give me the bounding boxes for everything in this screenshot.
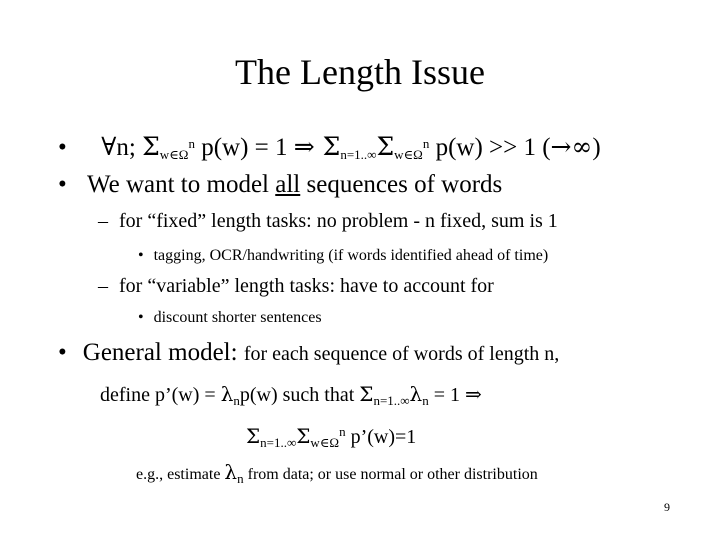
formula-subscript: n=1..∞ bbox=[260, 435, 297, 450]
bullet-mark: • bbox=[138, 247, 144, 264]
formula-subscript: n bbox=[233, 393, 240, 408]
implies-symbol: ⇒ bbox=[293, 132, 315, 161]
subsub-bullet-text: discount shorter sentences bbox=[153, 309, 322, 326]
formula-subscript: n bbox=[422, 393, 429, 408]
formula-text: ) bbox=[592, 134, 601, 161]
bullet-text: We want to model bbox=[87, 171, 276, 198]
formula-text: n; bbox=[116, 134, 143, 161]
formula-text: from data; or use normal or other distribution bbox=[243, 466, 538, 483]
bullet-lead-text: General model: bbox=[82, 339, 244, 366]
bullet-mark: • bbox=[138, 309, 144, 326]
formula-subscript: n=1..∞ bbox=[340, 147, 377, 162]
formula-text: e.g., estimate bbox=[136, 466, 225, 483]
define-formula-line bbox=[100, 382, 482, 407]
sigma-symbol: Σ bbox=[296, 424, 311, 448]
bullet-mark: • bbox=[58, 171, 67, 198]
slide-title: The Length Issue bbox=[235, 52, 485, 92]
forall-symbol: ∀ bbox=[101, 132, 117, 161]
dash-mark: – bbox=[98, 275, 108, 297]
formula-text: = 1 bbox=[428, 384, 466, 406]
sum-formula-line bbox=[246, 424, 416, 449]
slide-number: 9 bbox=[664, 500, 670, 514]
bullet-model-all-sequences bbox=[58, 170, 502, 200]
sigma-symbol: Σ bbox=[142, 132, 160, 161]
lambda-symbol: λ bbox=[220, 382, 234, 406]
subsub-bullet-tagging bbox=[138, 246, 548, 266]
subsub-bullet-text: tagging, OCR/handwriting (if words identified ahead of time) bbox=[153, 247, 549, 264]
formula-text: define p’(w) = bbox=[100, 384, 221, 406]
sub-bullet-text: for “fixed” length tasks: no problem - n fixed, sum is 1 bbox=[119, 210, 558, 232]
lambda-symbol: λ bbox=[224, 460, 238, 484]
sigma-symbol: Σ bbox=[376, 132, 395, 161]
bullet-mark: • bbox=[58, 134, 67, 161]
formula-text: p(w) such that bbox=[239, 384, 360, 406]
formula-subscript: n=1..∞ bbox=[373, 393, 410, 408]
lambda-symbol: λ bbox=[409, 382, 423, 406]
arrow-infinity-symbol: →∞ bbox=[550, 132, 593, 161]
formula-superscript: n bbox=[339, 424, 346, 439]
formula-subscript: w∈Ω bbox=[310, 435, 340, 450]
underlined-word: all bbox=[275, 171, 301, 198]
example-line bbox=[136, 462, 538, 485]
dash-mark: – bbox=[98, 210, 108, 232]
sub-bullet-fixed-length bbox=[98, 209, 558, 233]
bullet-text: for each sequence of words of length n, bbox=[243, 343, 560, 365]
formula-subscript: n bbox=[237, 471, 244, 486]
formula-text: p(w) = 1 bbox=[194, 134, 294, 161]
sub-bullet-variable-length bbox=[98, 274, 494, 298]
bullet-general-model bbox=[58, 339, 559, 367]
formula-text: p(w) >> 1 ( bbox=[429, 134, 551, 161]
bullet-text: sequences of words bbox=[300, 171, 503, 198]
formula-superscript: n bbox=[422, 136, 430, 151]
bullet-forall-formula bbox=[58, 132, 601, 163]
sub-bullet-text: for “variable” length tasks: have to account for bbox=[119, 275, 494, 297]
formula-text: p’(w)=1 bbox=[345, 426, 417, 448]
formula-subscript: w∈Ω bbox=[394, 147, 423, 162]
implies-symbol: ⇒ bbox=[465, 382, 482, 406]
sigma-symbol: Σ bbox=[246, 424, 261, 448]
sigma-symbol: Σ bbox=[314, 132, 341, 161]
sigma-symbol: Σ bbox=[359, 382, 374, 406]
subsub-bullet-discount bbox=[138, 308, 322, 328]
bullet-mark: • bbox=[58, 339, 67, 366]
formula-subscript: w∈Ω bbox=[159, 147, 189, 162]
formula-superscript: n bbox=[188, 136, 195, 151]
